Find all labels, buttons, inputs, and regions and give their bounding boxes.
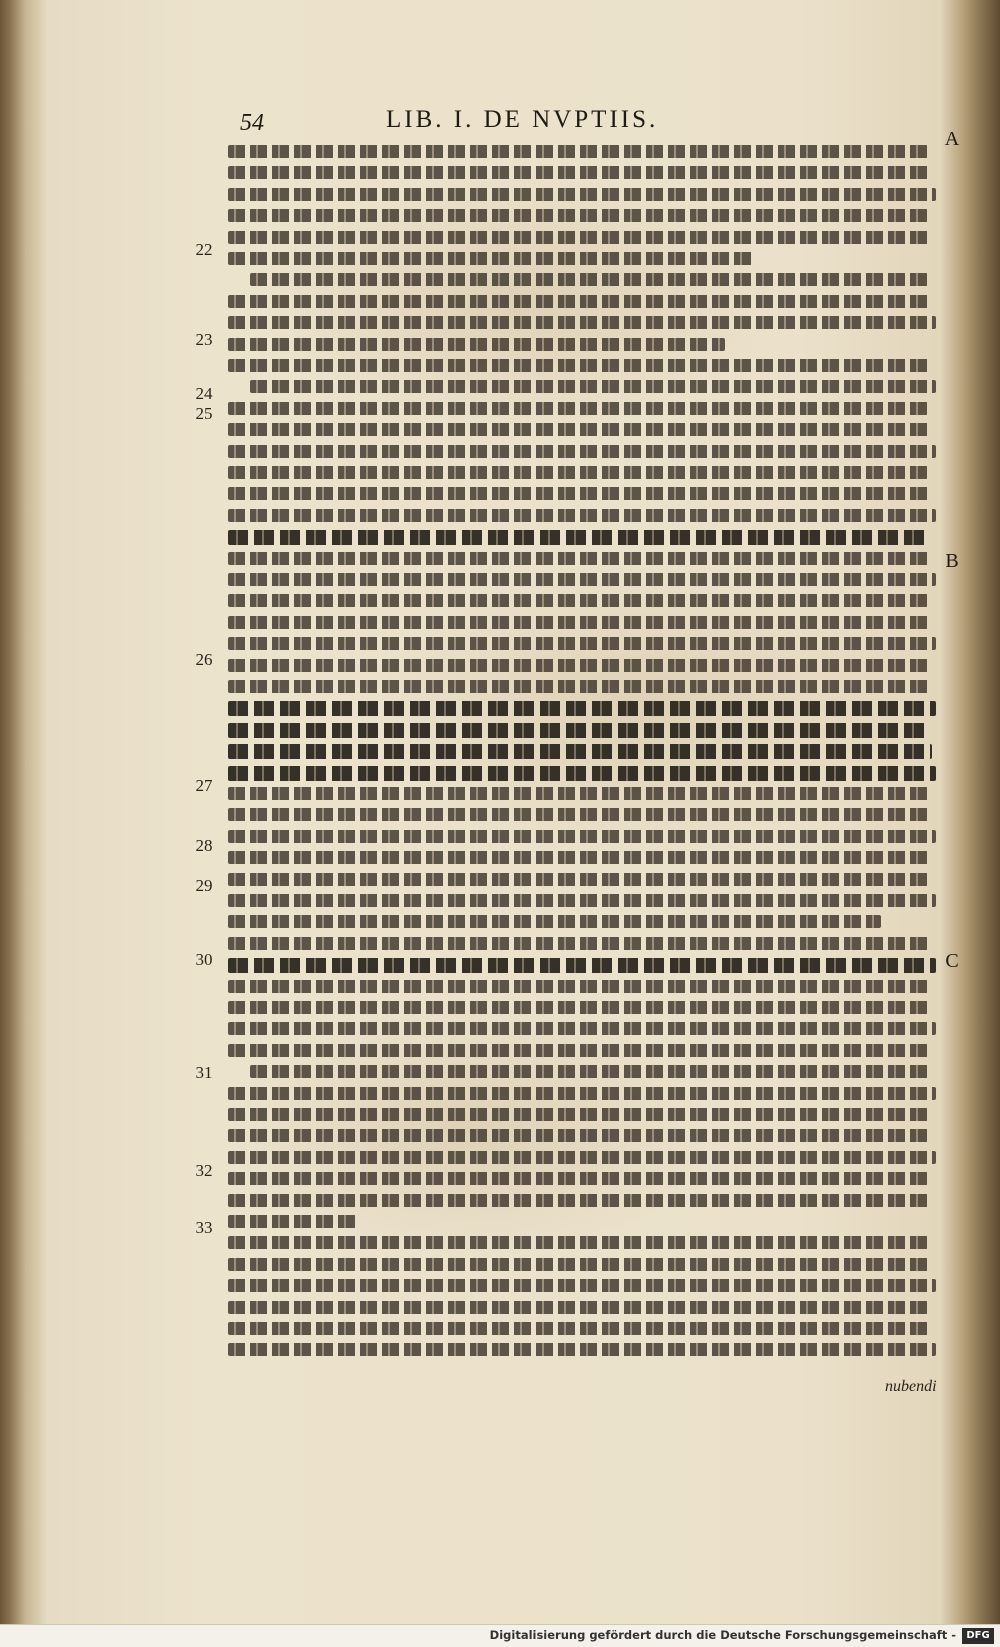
text-line [228, 680, 932, 693]
text-line [228, 701, 936, 716]
margin-number: 32 [195, 1161, 213, 1180]
text-line [228, 445, 936, 458]
text-line [228, 359, 932, 372]
text-line [228, 766, 936, 781]
page-number: 54 [240, 110, 264, 136]
text-line [228, 1301, 928, 1314]
margin-number: 28 [195, 836, 213, 855]
text-line [228, 616, 932, 629]
text-line [228, 1258, 932, 1271]
text-line [228, 1129, 932, 1142]
body-text-block [228, 141, 938, 1370]
text-line [250, 273, 928, 286]
margin-number: 27 [195, 776, 213, 795]
text-line [228, 552, 932, 565]
digitization-footer [0, 1624, 1000, 1647]
text-line [228, 466, 928, 479]
text-line [250, 380, 936, 393]
text-line [228, 1108, 928, 1121]
text-line [228, 851, 928, 864]
text-line [228, 1172, 928, 1185]
text-line [228, 1022, 936, 1035]
text-line [228, 1044, 928, 1057]
text-line [228, 787, 928, 800]
text-line [228, 1322, 932, 1335]
dfg-logo-icon: DFG [962, 1628, 994, 1644]
text-line [228, 487, 932, 500]
section-letter: C [945, 950, 959, 972]
text-line [228, 808, 932, 821]
text-line [228, 188, 936, 201]
text-line [228, 915, 881, 928]
text-line [228, 980, 928, 993]
margin-number: 24 [195, 384, 213, 403]
margin-number: 33 [195, 1218, 213, 1237]
text-line [228, 1343, 936, 1356]
margin-number: 22 [195, 240, 213, 259]
text-line [228, 894, 936, 907]
text-line [228, 231, 932, 244]
text-line [228, 937, 932, 950]
text-line [228, 958, 936, 973]
text-line [228, 509, 936, 522]
text-line [228, 402, 928, 415]
text-line [228, 1151, 936, 1164]
margin-number: 23 [195, 330, 213, 349]
text-line [228, 145, 928, 158]
text-line [228, 830, 936, 843]
text-line [228, 1215, 356, 1228]
margin-number: 31 [195, 1063, 213, 1082]
text-line [228, 1279, 936, 1292]
text-line [228, 423, 932, 436]
section-letter: B [945, 550, 959, 572]
margin-number: 29 [195, 876, 213, 895]
text-line [228, 1001, 932, 1014]
section-letter: A [944, 128, 960, 150]
text-line [228, 338, 725, 351]
margin-number: 26 [195, 650, 213, 669]
catchword: nubendi [885, 1378, 937, 1395]
running-title: LIB. I. DE NVPTIIS. [386, 106, 659, 133]
text-line [228, 573, 936, 586]
text-line [228, 316, 936, 329]
text-line [228, 1236, 928, 1249]
footer-credit: Digitalisierung gefördert durch die Deutsche Forschungsgemeinschaft - [489, 1628, 956, 1642]
text-line [228, 209, 928, 222]
text-line [228, 637, 936, 650]
text-line [228, 530, 928, 545]
text-line [250, 1065, 932, 1078]
text-line [228, 594, 928, 607]
text-line [228, 1194, 932, 1207]
text-line [228, 723, 928, 738]
text-line [228, 166, 932, 179]
running-header [236, 100, 936, 136]
text-line [228, 744, 932, 759]
margin-number: 30 [195, 950, 213, 969]
margin-number: 25 [195, 404, 213, 423]
text-line [228, 252, 753, 265]
text-line [228, 659, 928, 672]
text-line [228, 1087, 936, 1100]
text-line [228, 295, 932, 308]
text-line [228, 873, 932, 886]
